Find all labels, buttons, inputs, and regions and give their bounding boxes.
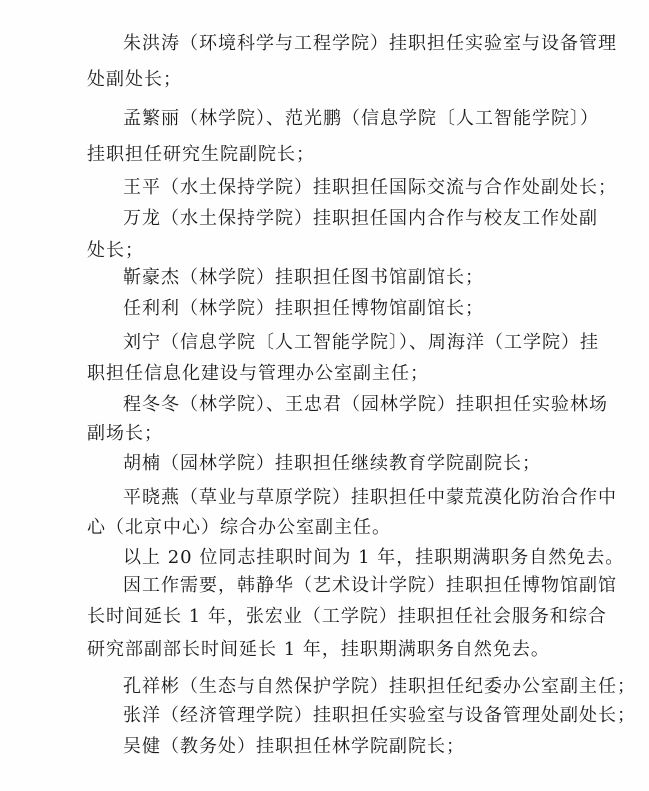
text-line: 朱洪涛（环境科学与工程学院）挂职担任实验室与设备管理 — [123, 33, 617, 54]
text-line: 靳豪杰（林学院）挂职担任图书馆副馆长； — [123, 267, 484, 288]
text-line: 平晓燕（草业与草原学院）挂职担任中蒙荒漠化防治合作中 — [123, 487, 617, 508]
text-line: 处长； — [87, 240, 144, 261]
text-line: 心（北京中心）综合办公室副主任。 — [87, 517, 391, 538]
text-line: 刘宁（信息学院〔人工智能学院〕）、周海洋（工学院）挂 — [123, 332, 599, 353]
text-line: 研究部副部长时间延长 1 年，挂职期满职务自然免去。 — [87, 639, 550, 660]
text-line: 长时间延长 1 年，张宏业（工学院）挂职担任社会服务和综合 — [87, 606, 607, 627]
text-line: 万龙（水土保持学院）挂职担任国内合作与校友工作处副 — [123, 208, 598, 229]
text-line: 孔祥彬（生态与自然保护学院）挂职担任纪委办公室副主任； — [123, 676, 636, 697]
text-line: 任利利（林学院）挂职担任博物馆副馆长； — [123, 298, 484, 319]
text-line: 以上 20 位同志挂职时间为 1 年，挂职期满职务自然免去。 — [123, 547, 625, 568]
text-line: 王平（水土保持学院）挂职担任国际交流与合作处副处长； — [123, 177, 617, 198]
text-line: 吴健（教务处）挂职担任林学院副院长； — [123, 736, 465, 757]
text-line: 孟繁丽（林学院）、范光鹏（信息学院〔人工智能学院〕） — [123, 108, 599, 129]
text-line: 因工作需要，韩静华（艺术设计学院）挂职担任博物馆副馆 — [123, 575, 617, 596]
text-line: 副场长； — [87, 423, 163, 444]
text-line: 张洋（经济管理学院）挂职担任实验室与设备管理处副处长； — [123, 705, 636, 726]
text-line: 职担任信息化建设与管理办公室副主任； — [87, 363, 429, 384]
text-line: 程冬冬（林学院）、王忠君（园林学院）挂职担任实验林场 — [123, 394, 608, 415]
text-line: 处副处长； — [87, 69, 182, 90]
text-line: 挂职担任研究生院副院长； — [87, 144, 315, 165]
text-line: 胡楠（园林学院）挂职担任继续教育学院副院长； — [123, 453, 541, 474]
